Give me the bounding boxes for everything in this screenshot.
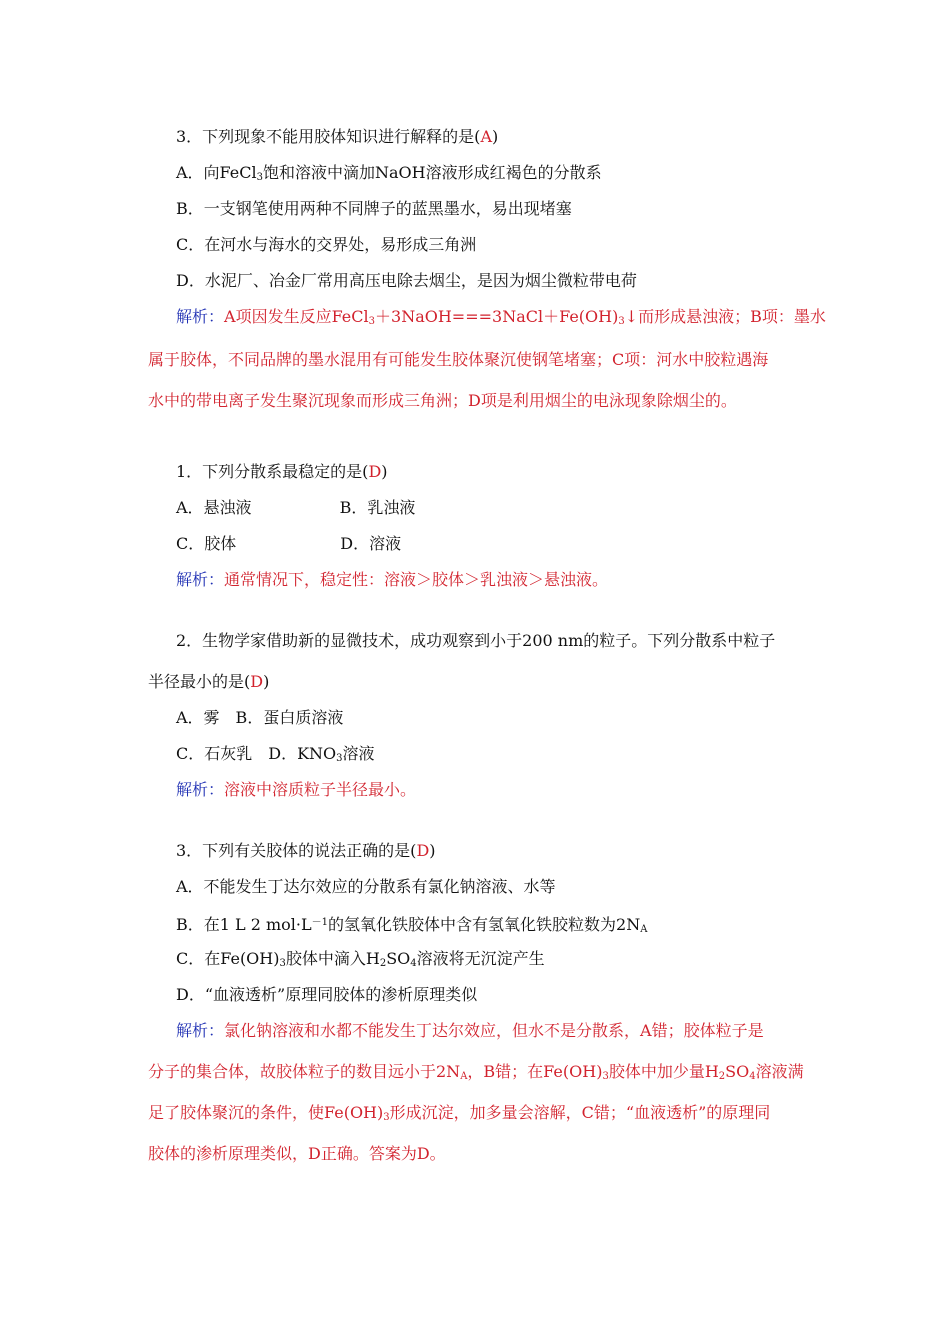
q3b-analysis-line1: 解析：氯化钠溶液和水都不能发生丁达尔效应，但水不是分散系，A错；胶体粒子是 [176, 1021, 764, 1040]
q1-answer: D [368, 462, 382, 481]
q3b-option-d: D．“血液透析”原理同胶体的渗析原理类似 [176, 985, 478, 1004]
q3b-option-a: A．不能发生丁达尔效应的分散系有氯化钠溶液、水等 [176, 877, 556, 896]
q3a-analysis-line3: 水中的带电离子发生聚沉现象而形成三角洲；D项是利用烟尘的电泳现象除烟尘的。 [148, 391, 737, 410]
q3a-answer: A [480, 127, 492, 146]
analysis-label: 解析： [176, 307, 225, 326]
q3b-analysis-line3: 足了胶体聚沉的条件，使$Fe(OH)_3$形成沉淀，加多量会溶解，C错；“血液透析”的原理同 [148, 1103, 771, 1123]
q2-analysis: 解析：溶液中溶质粒子半径最小。 [176, 780, 417, 799]
q3a-analysis-line1: 解析：A项因发生反应$FeCl_3+3NaOH===3NaCl+Fe(OH)_3↓$而形成悬浊液；B项：墨水 [176, 307, 826, 327]
q3b-option-c: C．在$Fe(OH)_3$胶体中滴入$H_2SO_4$溶液将无沉淀产生 [176, 949, 545, 969]
q3a-option-a: A．向FeCl$_3$饱和溶液中滴加NaOH溶液形成红褐色的分散系 [176, 163, 602, 183]
q3b-analysis-line2: 分子的集合体，故胶体粒子的数目远小于$2N_A$，B错；在$Fe(OH)_3$胶体中加少量$H_2SO_4$溶液满 [148, 1062, 804, 1082]
q2-options-row2: C．石灰乳 D．$KNO_3$溶液 [176, 744, 375, 764]
q3a-option-b: B．一支钢笔使用两种不同牌子的蓝黑墨水，易出现堵塞 [176, 199, 572, 218]
q2-stem-line2: 半径最小的是(D) [148, 672, 270, 691]
q3a-stem: 3．下列现象不能用胶体知识进行解释的是(A) [176, 127, 499, 146]
q3b-analysis-line4: 胶体的渗析原理类似，D正确。答案为D。 [148, 1144, 446, 1163]
q1-options-row1: A．悬浊液 B．乳浊液 [176, 498, 416, 517]
q1-options-row2: C．胶体 D．溶液 [176, 534, 402, 553]
q3a-option-c: C．在河水与海水的交界处，易形成三角洲 [176, 235, 477, 254]
q1-analysis: 解析：通常情况下，稳定性：溶液＞胶体＞乳浊液＞悬浊液。 [176, 570, 609, 589]
q2-options-row1: A．雾 B．蛋白质溶液 [176, 708, 344, 727]
q3a-option-d: D．水泥厂、冶金厂常用高压电除去烟尘，是因为烟尘微粒带电荷 [176, 271, 637, 290]
q3a-analysis-line2: 属于胶体，不同品牌的墨水混用有可能发生胶体聚沉使钢笔堵塞；C项：河水中胶粒遇海 [148, 350, 769, 369]
q1-stem: 1．下列分散系最稳定的是(D) [176, 462, 388, 481]
q3b-stem: 3．下列有关胶体的说法正确的是(D) [176, 841, 436, 860]
q3b-option-b: B．在1 L 2 $mol\cdot L^{-1}$的氢氧化铁胶体中含有氢氧化铁胶粒数为$2N_A$ [176, 915, 648, 935]
q2-stem-line1: 2．生物学家借助新的显微技术，成功观察到小于200 nm的粒子。下列分散系中粒子 [176, 631, 776, 650]
q3b-answer: D [416, 841, 430, 860]
q2-answer: D [250, 672, 264, 691]
